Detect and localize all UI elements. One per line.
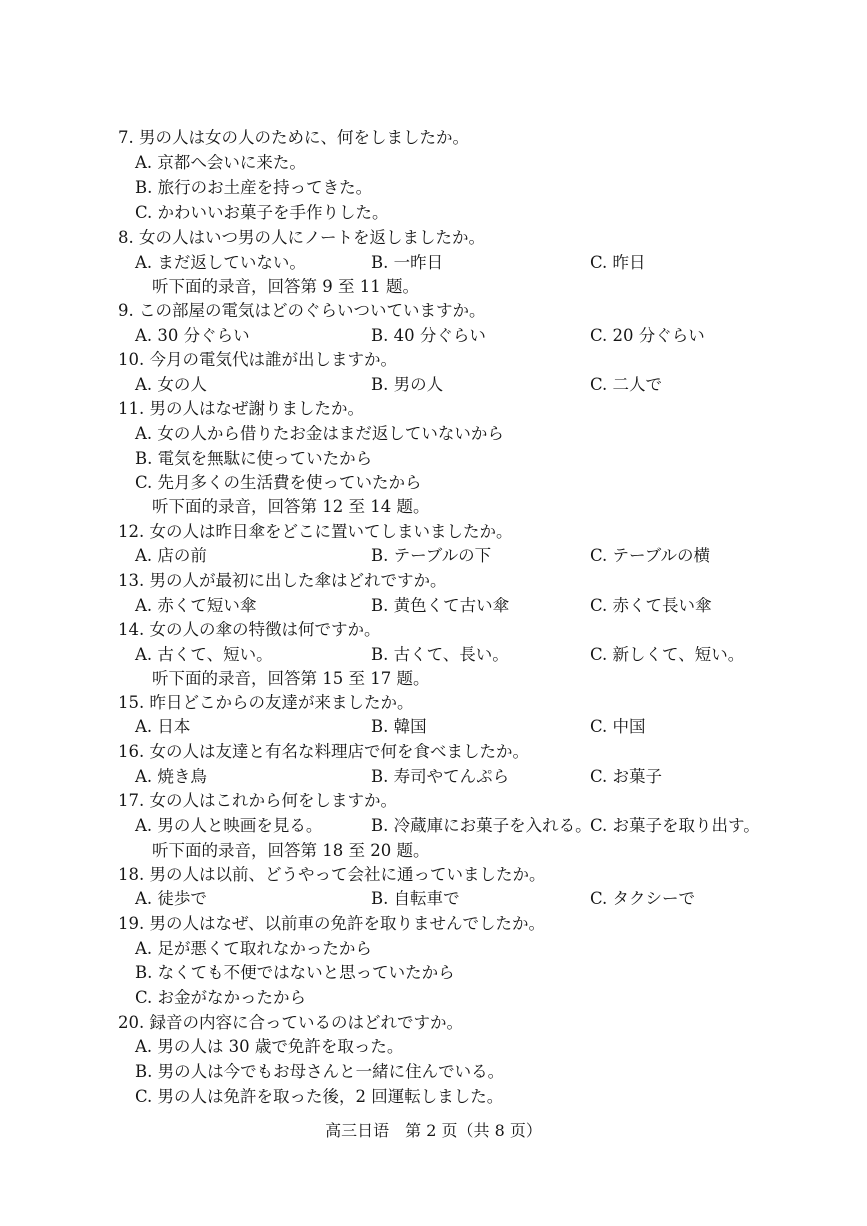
question-20: 20. 録音の内容に合っているのはどれですか。 (118, 1013, 463, 1032)
q7-option-c: C. かわいいお菓子を手作りした。 (135, 203, 389, 222)
section-note-9-11: 听下面的录音，回答第 9 至 11 题。 (152, 277, 419, 296)
q15-option-c: C. 中国 (590, 717, 646, 736)
q18-option-b: B. 自転車で (371, 889, 460, 908)
question-10: 10. 今月の電気代は誰が出しますか。 (118, 350, 397, 369)
q12-option-b: B. テーブルの下 (371, 546, 492, 565)
question-11: 11. 男の人はなぜ謝りましたか。 (118, 399, 364, 418)
q9-option-c: C. 20 分ぐらい (590, 326, 705, 345)
q8-option-b: B. 一昨日 (371, 253, 444, 272)
q15-option-a: A. 日本 (135, 717, 191, 736)
q19-option-b: B. なくても不便ではないと思っていたから (135, 963, 455, 982)
q18-option-c: C. タクシーで (590, 889, 696, 908)
q20-option-b: B. 男の人は今でもお母さんと一緒に住んでいる。 (135, 1062, 505, 1081)
q17-option-b: B. 冷蔵庫にお菓子を入れる。 (371, 816, 592, 835)
section-note-18-20: 听下面的录音，回答第 18 至 20 题。 (152, 841, 430, 860)
question-18: 18. 男の人は以前、どうやって会社に通っていましたか。 (118, 865, 546, 884)
page-footer: 高三日语 第 2 页（共 8 页） (325, 1121, 542, 1140)
question-12: 12. 女の人は昨日傘をどこに置いてしまいましたか。 (118, 522, 513, 541)
q19-option-a: A. 足が悪くて取れなかったから (135, 939, 372, 958)
q13-option-b: B. 黄色くて古い傘 (371, 596, 510, 615)
q20-option-a: A. 男の人は 30 歳で免許を取った。 (135, 1037, 404, 1056)
question-8: 8. 女の人はいつ男の人にノートを返しましたか。 (118, 228, 485, 247)
q7-option-b: B. 旅行のお土産を持ってきた。 (135, 178, 373, 197)
section-note-12-14: 听下面的录音，回答第 12 至 14 题。 (152, 497, 430, 516)
q14-option-a: A. 古くて、短い。 (135, 645, 273, 664)
q11-option-c: C. 先月多くの生活費を使っていたから (135, 473, 422, 492)
q9-option-b: B. 40 分ぐらい (371, 326, 486, 345)
q20-option-c: C. 男の人は免許を取った後，2 回運転しました。 (135, 1087, 504, 1106)
q10-option-a: A. 女の人 (135, 375, 207, 394)
question-16: 16. 女の人は友達と有名な料理店で何を食べましたか。 (118, 742, 529, 761)
question-19: 19. 男の人はなぜ、以前車の免許を取りませんでしたか。 (118, 914, 545, 933)
q12-option-a: A. 店の前 (135, 546, 207, 565)
q8-option-a: A. まだ返していない。 (135, 253, 306, 272)
q17-option-a: A. 男の人と映画を見る。 (135, 816, 323, 835)
q17-option-c: C. お菓子を取り出す。 (590, 816, 760, 835)
q8-option-c: C. 昨日 (590, 253, 646, 272)
q13-option-a: A. 赤くて短い傘 (135, 596, 257, 615)
q14-option-c: C. 新しくて、短い。 (590, 645, 745, 664)
q16-option-c: C. お菓子 (590, 767, 663, 786)
q14-option-b: B. 古くて、長い。 (371, 645, 509, 664)
q12-option-c: C. テーブルの横 (590, 546, 711, 565)
q18-option-a: A. 徒歩で (135, 889, 207, 908)
q11-option-a: A. 女の人から借りたお金はまだ返していないから (135, 424, 504, 443)
q19-option-c: C. お金がなかったから (135, 988, 307, 1007)
section-note-15-17: 听下面的录音，回答第 15 至 17 题。 (152, 669, 430, 688)
question-15: 15. 昨日どこからの友達が来ましたか。 (118, 693, 414, 712)
q15-option-b: B. 韓国 (371, 717, 427, 736)
question-14: 14. 女の人の傘の特徴は何ですか。 (118, 620, 381, 639)
q7-option-a: A. 京都へ会いに来た。 (135, 153, 306, 172)
q16-option-b: B. 寿司やてんぷら (371, 767, 510, 786)
q10-option-c: C. 二人で (590, 375, 663, 394)
question-17: 17. 女の人はこれから何をしますか。 (118, 791, 397, 810)
q13-option-c: C. 赤くて長い傘 (590, 596, 712, 615)
q9-option-a: A. 30 分ぐらい (135, 326, 250, 345)
question-9: 9. この部屋の電気はどのぐらいついていますか。 (118, 301, 486, 320)
q10-option-b: B. 男の人 (371, 375, 444, 394)
q16-option-a: A. 焼き鳥 (135, 767, 207, 786)
q11-option-b: B. 電気を無駄に使っていたから (135, 449, 373, 468)
question-13: 13. 男の人が最初に出した傘はどれですか。 (118, 571, 447, 590)
question-7: 7. 男の人は女の人のために、何をしましたか。 (118, 128, 469, 147)
